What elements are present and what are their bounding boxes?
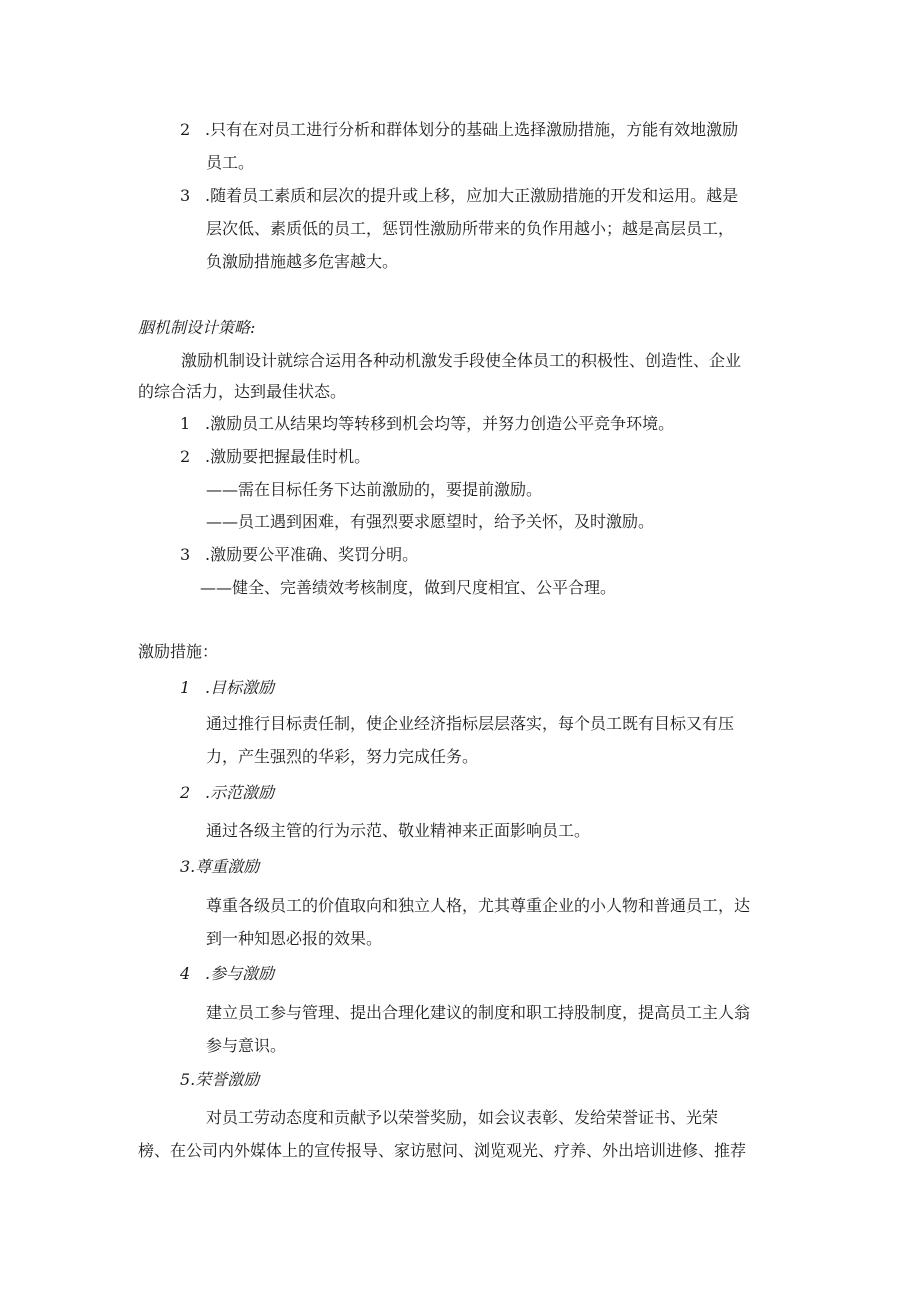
list-item [180, 446, 370, 468]
list-text-continuation: 层次低、素质低的员工，惩罚性激励所带来的负作用越小；越是高层员工， [206, 219, 735, 238]
section-heading: 胭机制设计策略: [138, 318, 256, 337]
paragraph-line: 参与意识。 [206, 1036, 287, 1055]
paragraph-line: 对员工劳动态度和贡献予以荣誉奖励，如会议表彰、发给荣誉证书、光荣 [206, 1108, 719, 1127]
measure-number: 4 [180, 964, 191, 983]
measure-title [180, 677, 274, 699]
paragraph-line: 榜、在公司内外媒体上的宣传报导、家访慰问、浏览观光、疗养、外出培训进修、推荐 [138, 1141, 747, 1160]
list-item [180, 185, 738, 207]
paragraph-line: 到一种知恩必报的效果。 [206, 929, 383, 948]
list-text: .只有在对员工进行分析和群体划分的基础上选择激励措施，方能有效地激励 [205, 120, 739, 139]
sub-item: ——员工遇到困难，有强烈要求愿望时，给予关怀，及时激励。 [206, 512, 655, 531]
paragraph-line: 尊重各级员工的价值取向和独立人格，尤其尊重企业的小人物和普通员工，达 [206, 896, 751, 915]
measure-number: 2 [180, 783, 191, 802]
list-number: 1 [180, 414, 191, 433]
list-item [180, 544, 418, 566]
paragraph-line: 建立员工参与管理、提出合理化建议的制度和职工持股制度，提高员工主人翁 [206, 1003, 751, 1022]
list-text: .激励员工从结果均等转移到机会均等，并努力创造公平竞争环境。 [205, 414, 675, 433]
measure-number: 1 [180, 678, 191, 697]
list-number: 3 [180, 186, 191, 205]
paragraph-line: 力，产生强烈的华彩，努力完成任务。 [206, 747, 479, 766]
measure-title: 5.荣誉激励 [180, 1070, 260, 1089]
paragraph-line: 通过推行目标责任制，使企业经济指标层层落实，每个员工既有目标又有压 [206, 714, 735, 733]
measure-title [180, 782, 274, 804]
paragraph-line: 的综合活力，达到最佳状态。 [138, 382, 347, 401]
list-number: 3 [180, 545, 191, 564]
measure-title-text: .示范激励 [205, 783, 275, 802]
list-number: 2 [180, 447, 191, 466]
sub-item: ——健全、完善绩效考核制度，做到尺度相宜、公平合理。 [200, 578, 617, 597]
measure-title-text: .参与激励 [205, 964, 275, 983]
measure-title: 3.尊重激励 [180, 857, 260, 876]
section-heading: 激励措施： [138, 642, 219, 661]
measure-title [180, 963, 274, 985]
paragraph-line: 激励机制设计就综合运用各种动机激发手段使全体员工的积极性、创造性、企业 [181, 351, 742, 370]
list-text: .激励要公平准确、奖罚分明。 [205, 545, 419, 564]
sub-item: ——需在目标任务下达前激励的，要提前激励。 [206, 480, 543, 499]
list-item [180, 119, 738, 141]
list-text: .随着员工素质和层次的提升或上移，应加大正激励措施的开发和运用。越是 [205, 186, 739, 205]
paragraph-line: 通过各级主管的行为示范、敬业精神来正面影响员工。 [206, 821, 591, 840]
list-number: 2 [180, 120, 191, 139]
measure-title-text: .目标激励 [205, 678, 275, 697]
list-text-continuation: 员工。 [206, 153, 255, 172]
list-item [180, 413, 674, 435]
list-text: .激励要把握最佳时机。 [205, 447, 371, 466]
list-text-continuation: 负激励措施越多危害越大。 [206, 252, 399, 271]
